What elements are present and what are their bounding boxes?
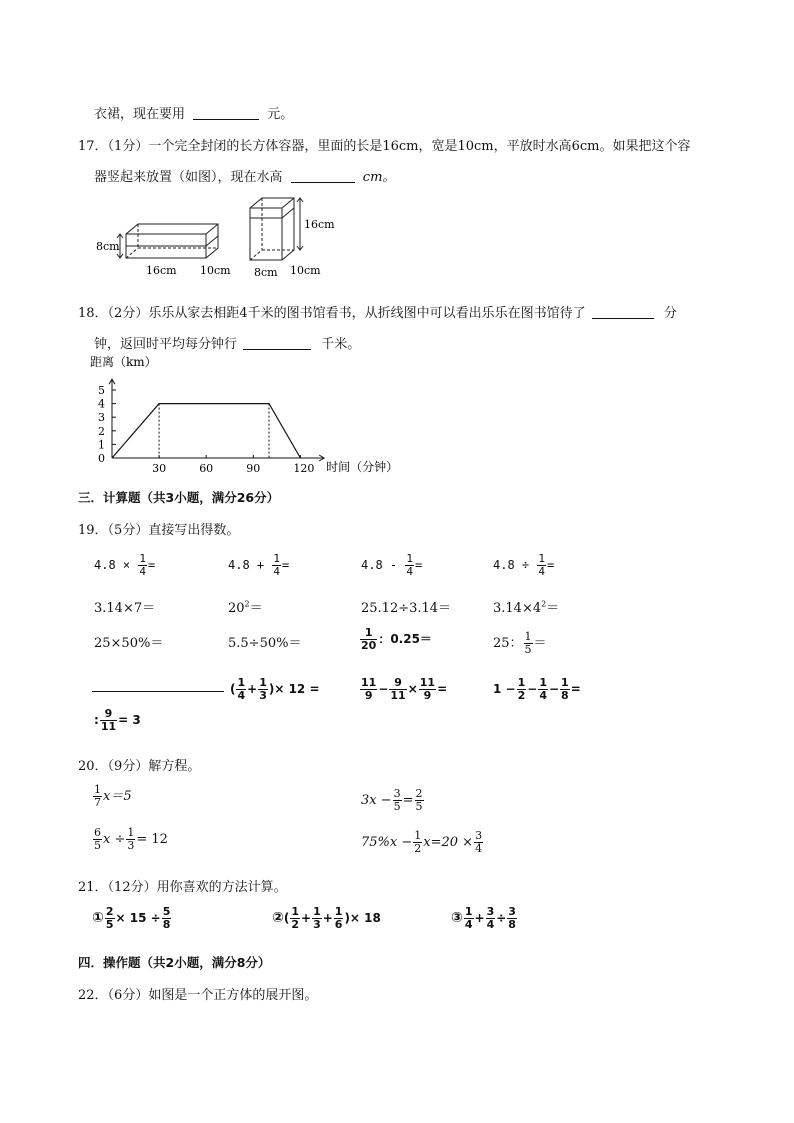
num: 9 (100, 708, 117, 721)
op: ÷ (496, 911, 507, 925)
den: 3 (259, 689, 267, 702)
den: 3 (313, 918, 321, 931)
den: 4 (237, 689, 246, 702)
pre: 1 − (493, 682, 516, 696)
post: = (147, 558, 156, 572)
post: = (570, 682, 581, 696)
den: 4 (139, 565, 146, 578)
num: 1 (360, 627, 377, 640)
den: 11 (100, 720, 117, 733)
x-tick-label: 120 (293, 462, 315, 475)
num: 1 (273, 552, 280, 565)
item-number: ① (92, 910, 104, 926)
dim-l1: 16cm (146, 264, 177, 277)
den: 20 (361, 639, 377, 652)
answer-blank[interactable] (291, 170, 355, 183)
post: x＝5 (103, 789, 132, 804)
den: 8 (162, 918, 171, 931)
base: 20 (228, 601, 245, 616)
num: 6 (94, 826, 101, 839)
op: + (247, 682, 258, 696)
q19-r2d (493, 597, 559, 616)
distance-time-chart (88, 352, 408, 478)
q17-line1: 17．（1分）一个完全封闭的长方体容器，里面的长是16cm，宽是10cm，平放时水高6cm。如果把这个容 (78, 139, 691, 154)
base: 3.14×4 (493, 601, 542, 616)
num: 2 (415, 787, 423, 800)
post: = (281, 558, 290, 572)
mid: x ÷ (103, 832, 126, 847)
pre: 3x − (361, 793, 392, 808)
q19-r1-item (94, 553, 155, 578)
den: 4 (538, 565, 545, 578)
q19-r3a: 25×50%＝ (94, 636, 164, 651)
pre: 25： (493, 636, 523, 651)
num: 1 (561, 676, 569, 689)
dim-h2: 16cm (304, 218, 335, 231)
num: 1 (291, 905, 299, 918)
y-tick-label: 3 (98, 411, 105, 425)
q22-title: 22．（6分）如图是一个正方体的展开图。 (78, 988, 318, 1003)
num: 1 (406, 552, 413, 565)
den: 5 (393, 800, 401, 813)
dim-w1: 10cm (200, 264, 231, 277)
den: 5 (105, 918, 114, 931)
x-axis-label: 时间（分钟） (326, 460, 399, 474)
post: = (414, 558, 423, 572)
pre: : (94, 713, 99, 727)
num: 5 (162, 905, 171, 918)
mid: x=20 × (423, 835, 474, 850)
y-tick-label: 0 (98, 452, 105, 465)
exp: 2 (244, 599, 250, 609)
op: + (301, 911, 312, 925)
q19-r4c (359, 677, 447, 702)
answer-blank[interactable] (193, 107, 259, 120)
num: 3 (508, 905, 516, 918)
den: 5 (94, 839, 101, 852)
q21-c (451, 906, 518, 931)
den: 11 (390, 689, 406, 702)
post: = 12 (136, 832, 168, 847)
post: = (437, 682, 448, 696)
q19-r4d (493, 677, 581, 702)
pre: 4.8 ÷ (493, 558, 530, 572)
post: )× 12 = (268, 682, 320, 696)
item-number: ③ (451, 910, 463, 926)
num: 9 (389, 677, 406, 690)
eq: = (402, 793, 414, 808)
op: × (407, 682, 418, 696)
q19-r3d (493, 631, 547, 656)
q19-r1-item (493, 553, 554, 578)
num: 1 (334, 905, 343, 918)
section-3-heading: 三．计算题（共3小题，满分26分） (78, 490, 280, 505)
pre: 4.8 × (94, 558, 131, 572)
den: 9 (423, 689, 432, 702)
mid: × 15 ÷ (115, 911, 161, 925)
q18-unit2: 千米。 (321, 337, 361, 352)
q18-text1: 18．（2分）乐乐从家去相距4千米的图书馆看书，从折线图中可以看出乐乐在图书馆待了 (78, 306, 586, 321)
num: 1 (538, 552, 545, 565)
den: 6 (334, 918, 343, 931)
x-tick-label: 90 (246, 462, 261, 475)
den: 2 (517, 689, 526, 702)
post: ：0.25＝ (378, 632, 432, 646)
den: 4 (486, 918, 495, 931)
num: 1 (464, 905, 473, 918)
q19-r2c: 25.12÷3.14＝ (361, 601, 452, 616)
num: 2 (105, 905, 114, 918)
num: 1 (313, 905, 321, 918)
q17-line2 (94, 166, 395, 185)
den: 4 (406, 565, 413, 578)
op: − (378, 682, 389, 696)
op: − (527, 682, 538, 696)
post: ＝ (533, 636, 547, 651)
answer-blank[interactable] (592, 306, 654, 319)
pre: ( (230, 682, 236, 696)
x-tick-label: 30 (152, 462, 167, 475)
q21-title: 21．（12分）用你喜欢的方法计算。 (78, 880, 287, 895)
den: 4 (475, 842, 483, 855)
y-tick-label: 2 (98, 424, 105, 438)
q20-title: 20．（9分）解方程。 (78, 759, 201, 774)
q19-r4b (230, 677, 320, 702)
num: 1 (259, 676, 267, 689)
q19-r2a: 3.14×7＝ (94, 601, 156, 616)
den: 4 (464, 918, 473, 931)
q21-b (272, 906, 381, 931)
num: 3 (393, 787, 401, 800)
dim-h1: 8cm (96, 240, 120, 253)
q19-r1-item (361, 553, 422, 578)
q18-line2 (94, 333, 360, 352)
y-tick-label: 5 (98, 384, 105, 397)
den: 2 (414, 842, 422, 855)
den: 3 (127, 839, 135, 852)
num: 1 (414, 829, 422, 842)
q19-r2b (228, 597, 263, 616)
pre: 4.8 - (361, 558, 398, 572)
y-axis-label: 距离（km） (90, 355, 157, 369)
q16-tail (94, 103, 293, 122)
den: 4 (539, 689, 547, 702)
num: 1 (237, 676, 246, 689)
q17-text: 器竖起来放置（如图），现在水高 (94, 170, 283, 185)
pre: ( (283, 911, 290, 925)
den: 8 (561, 689, 569, 702)
q16-unit: 元。 (267, 107, 294, 122)
den: 5 (524, 643, 532, 656)
den: 8 (508, 918, 516, 931)
q18-text2: 钟，返回时平均每分钟行 (94, 337, 238, 352)
op: − (548, 682, 560, 696)
op: + (474, 911, 485, 925)
num: 11 (361, 676, 377, 689)
eq: ＝ (249, 601, 263, 616)
q19-title: 19．（5分）直接写出得数。 (78, 523, 240, 538)
num: 3 (486, 905, 495, 918)
q19-r5 (94, 708, 141, 733)
eq: ＝ (546, 601, 560, 616)
q18-line1 (78, 302, 677, 321)
item-number: ② (272, 910, 284, 926)
dim-l2: 8cm (254, 266, 278, 279)
y-tick-label: 1 (98, 438, 105, 452)
pre: 75%x − (361, 835, 413, 850)
num: 1 (539, 676, 547, 689)
den: 2 (291, 918, 299, 931)
answer-blank[interactable] (243, 337, 311, 350)
post: = 3 (118, 713, 141, 727)
y-tick-label: 4 (98, 397, 105, 411)
post: = (546, 558, 555, 572)
num: 1 (94, 783, 101, 796)
dim-w2: 10cm (290, 264, 321, 277)
den: 5 (415, 800, 423, 813)
section-4-heading: 四．操作题（共2小题，满分8分） (78, 955, 271, 970)
den: 7 (94, 796, 101, 809)
num: 1 (139, 552, 146, 565)
num: 3 (475, 829, 483, 842)
post: )× 18 (344, 911, 381, 925)
series-line (112, 404, 300, 458)
q20-e3 (92, 827, 168, 852)
q17-figure (92, 194, 342, 286)
q20-e2 (361, 788, 425, 813)
num: 1 (127, 826, 135, 839)
q19-r1-item (228, 553, 289, 578)
den: 9 (364, 689, 373, 702)
num: 1 (517, 676, 526, 689)
q19-r4a-line (92, 691, 224, 692)
x-tick-label: 60 (199, 462, 214, 475)
q18-unit1: 分 (663, 306, 677, 321)
q21-a (92, 906, 172, 931)
exp: 2 (541, 599, 547, 609)
pre: 4.8 + (228, 558, 265, 572)
q20-e4 (361, 830, 484, 855)
q20-e1 (92, 784, 132, 809)
q19-r3c (359, 627, 432, 652)
q19-r3b: 5.5÷50%＝ (228, 636, 302, 651)
num: 1 (524, 630, 532, 643)
num: 11 (419, 676, 436, 689)
q17-unit: cm。 (362, 170, 396, 185)
q16-text: 衣裙，现在要用 (94, 107, 186, 122)
op: + (322, 911, 333, 925)
den: 4 (273, 565, 280, 578)
